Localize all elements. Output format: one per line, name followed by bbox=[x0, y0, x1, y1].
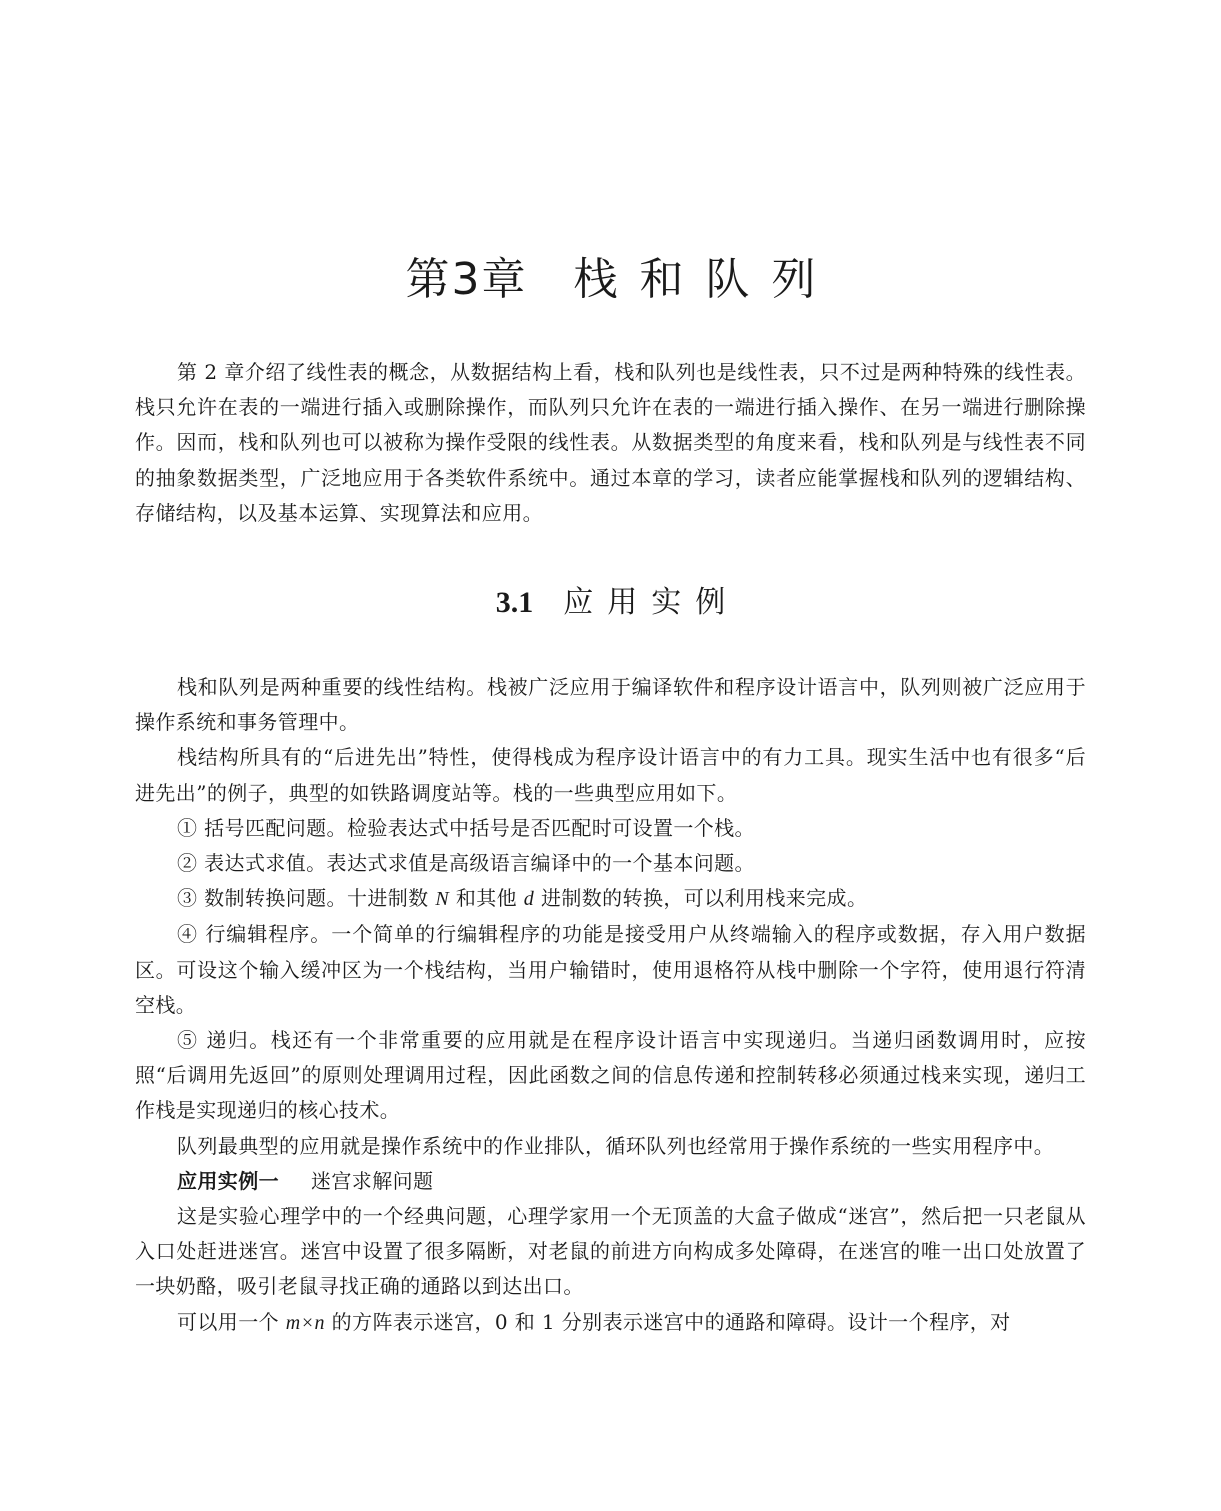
chapter-intro bbox=[135, 355, 1086, 531]
body-paragraph: 队列最典型的应用就是操作系统中的作业排队，循环队列也经常用于操作系统的一些实用程序中。 bbox=[177, 1133, 1055, 1158]
intro-paragraph: 第 2 章介绍了线性表的概念，从数据结构上看，栈和队列也是线性表，只不过是两种特殊的线性表。栈只允许在表的一端进行插入或删除操作，而队列只允许在表的一端进行插入操作、在另一端进行删除操作。因而，栈和队列也可以被称为操作受限的线性表。从数据类型的角度来看，栈和队列是与线性表不同的抽象数据类型，广泛地应用于各类软件系统中。通过本章的学习，读者应能掌握栈和队列的逻辑结构、存储结构，以及基本运算、实现算法和应用。 bbox=[135, 360, 1086, 525]
last-line-post: 的方阵表示迷宫，0 和 1 分别表示迷宫中的通路和障碍。设计一个程序，对 bbox=[324, 1309, 1011, 1334]
item3-pre: ③ 数制转换问题。十进制数 bbox=[177, 886, 436, 911]
variable-N: N bbox=[435, 888, 450, 911]
chapter-name: 栈和队列 bbox=[573, 254, 838, 305]
variable-mxn: m×n bbox=[285, 1311, 325, 1334]
section-number: 3.1 bbox=[495, 586, 534, 619]
section-title bbox=[135, 583, 1086, 623]
last-line-pre: 可以用一个 bbox=[177, 1309, 286, 1334]
list-item: ⑤ 递归。栈还有一个非常重要的应用就是在程序设计语言中实现递归。当递归函数调用时，应按照“后调用先返回”的原则处理调用过程，因此函数之间的信息传递和控制转移必须通过栈来实现，递归工作栈是实现递归的核心技术。 bbox=[135, 1028, 1086, 1123]
list-item: ① 括号匹配问题。检验表达式中括号是否匹配时可设置一个栈。 bbox=[177, 815, 755, 840]
body-paragraph: 栈结构所具有的“后进先出”特性，使得栈成为程序设计语言中的有力工具。现实生活中也有很多“后进先出”的例子，典型的如铁路调度站等。栈的一些典型应用如下。 bbox=[135, 745, 1086, 805]
chapter-title bbox=[135, 252, 1086, 308]
variable-d: d bbox=[523, 888, 535, 911]
example-label: 应用实例一 bbox=[177, 1168, 279, 1193]
item3-mid: 和其他 bbox=[449, 886, 524, 911]
section-name: 应用实例 bbox=[563, 585, 740, 620]
item3-post: 进制数的转换，可以利用栈来完成。 bbox=[534, 886, 868, 911]
list-item: ② 表达式求值。表达式求值是高级语言编译中的一个基本问题。 bbox=[177, 851, 755, 876]
example-heading bbox=[135, 1164, 1086, 1199]
chapter-number: 第3章 bbox=[405, 254, 528, 305]
section-body bbox=[135, 670, 1086, 1341]
body-paragraph: 栈和队列是两种重要的线性结构。栈被广泛应用于编译软件和程序设计语言中，队列则被广泛应用于操作系统和事务管理中。 bbox=[135, 675, 1086, 735]
list-item bbox=[135, 881, 1086, 917]
body-paragraph bbox=[135, 1305, 1086, 1341]
example-title: 迷宫求解问题 bbox=[311, 1168, 434, 1193]
body-paragraph: 这是实验心理学中的一个经典问题，心理学家用一个无顶盖的大盒子做成“迷宫”，然后把一只老鼠从入口处赶进迷宫。迷宫中设置了很多隔断，对老鼠的前进方向构成多处障碍，在迷宫的唯一出口处放置了一块奶酪，吸引老鼠寻找正确的通路以到达出口。 bbox=[135, 1204, 1086, 1299]
list-item: ④ 行编辑程序。一个简单的行编辑程序的功能是接受用户从终端输入的程序或数据，存入用户数据区。可设这个输入缓冲区为一个栈结构，当用户输错时，使用退格符从栈中删除一个字符，使用退行符清空栈。 bbox=[135, 922, 1086, 1017]
